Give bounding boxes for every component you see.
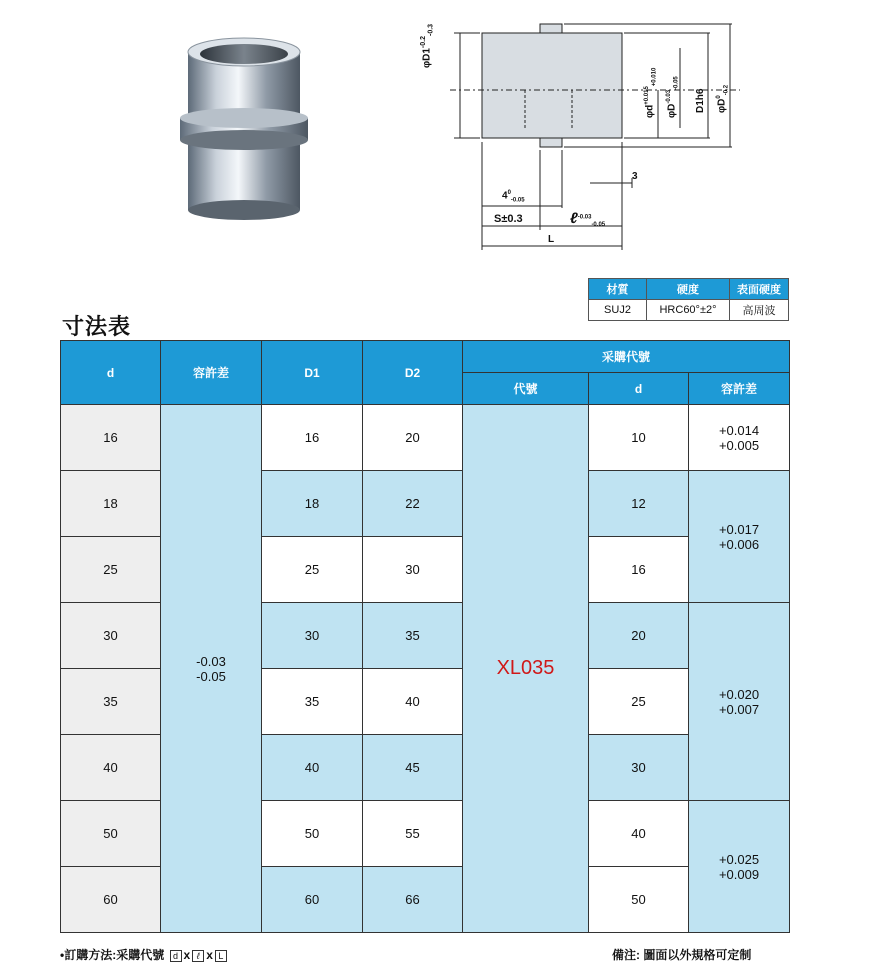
dim-4-label: $4^0_{-0.05}$ <box>502 190 525 204</box>
header-d: d <box>61 341 161 405</box>
cell-d2: 20 <box>363 405 463 471</box>
hardness-header: 硬度 <box>647 279 730 300</box>
cell-d1: 30 <box>262 603 363 669</box>
material-value: SUJ2 <box>589 300 647 321</box>
cell-purchase-d: 20 <box>589 603 689 669</box>
dim-l-label: ℓ$^{-0.03}_{-0.05}$ <box>570 210 606 229</box>
hardness-value: HRC60°±2° <box>647 300 730 321</box>
dim-3-label: 3 <box>632 171 638 182</box>
order-box-d: d <box>170 950 182 962</box>
D2-dim-label: $\varphi D^0_{-0.2}$ <box>716 84 730 113</box>
footer-note: 備注: 圖面以外規格可定制 <box>612 948 752 962</box>
cell-purchase-tolerance: +0.014 +0.005 <box>689 405 790 471</box>
cell-code: XL035 <box>463 405 589 933</box>
cell-d2: 55 <box>363 801 463 867</box>
cell-d1: 25 <box>262 537 363 603</box>
D1h6-dim-label: D1h6 <box>695 88 706 113</box>
dim-L-label: L <box>548 234 555 245</box>
cell-purchase-d: 40 <box>589 801 689 867</box>
D-dim-label: $\varphi D^{-0.03}_{-0.05}$ <box>666 76 680 118</box>
cell-d: 30 <box>61 603 161 669</box>
cell-purchase-d: 16 <box>589 537 689 603</box>
cell-purchase-tolerance: +0.020 +0.007 <box>689 603 790 801</box>
cell-purchase-d: 12 <box>589 471 689 537</box>
bushing-photo <box>170 30 330 220</box>
cell-d: 18 <box>61 471 161 537</box>
cell-d1: 40 <box>262 735 363 801</box>
cell-d: 50 <box>61 801 161 867</box>
cell-d: 16 <box>61 405 161 471</box>
header-d2: D2 <box>363 341 463 405</box>
cell-purchase-tolerance: +0.025 +0.009 <box>689 801 790 933</box>
cell-purchase-d: 10 <box>589 405 689 471</box>
cell-tolerance: -0.03 -0.05 <box>161 405 262 933</box>
cell-d2: 35 <box>363 603 463 669</box>
cell-d: 40 <box>61 735 161 801</box>
cell-d: 35 <box>61 669 161 735</box>
cell-d2: 40 <box>363 669 463 735</box>
cell-d: 25 <box>61 537 161 603</box>
dim-s-label: S±0.3 <box>494 213 523 225</box>
surface-hardness-value: 高周波 <box>730 300 789 321</box>
material-header: 材質 <box>589 279 647 300</box>
cell-d: 60 <box>61 867 161 933</box>
cell-d1: 60 <box>262 867 363 933</box>
dimension-table <box>60 340 790 933</box>
cell-d1: 16 <box>262 405 363 471</box>
header-purchase-d: d <box>589 373 689 405</box>
technical-drawing <box>420 18 750 258</box>
d-dim-label: $\varphi d^{+0.015}_{+0.010}$ <box>644 67 658 118</box>
cell-d2: 30 <box>363 537 463 603</box>
header-tolerance: 容許差 <box>161 341 262 405</box>
cell-d2: 22 <box>363 471 463 537</box>
header-code: 代號 <box>463 373 589 405</box>
order-box-l: ℓ <box>192 950 204 962</box>
d1-dim-label: $\varphi D1^{-0.2}_{-0.3}$ <box>420 23 435 68</box>
table-row <box>61 405 790 471</box>
cell-purchase-d: 30 <box>589 735 689 801</box>
cell-purchase-d: 25 <box>589 669 689 735</box>
material-table <box>588 278 789 321</box>
cell-d2: 66 <box>363 867 463 933</box>
cell-d2: 45 <box>363 735 463 801</box>
table-title: 寸法表 <box>62 314 132 339</box>
order-method: •訂購方法:采購代號 d x ℓ x L <box>60 946 229 963</box>
cell-purchase-d: 50 <box>589 867 689 933</box>
surface-hardness-header: 表面硬度 <box>730 279 789 300</box>
header-purchase-code: 采購代號 <box>463 341 790 373</box>
header-d1: D1 <box>262 341 363 405</box>
cell-d1: 18 <box>262 471 363 537</box>
cell-d1: 50 <box>262 801 363 867</box>
cell-d1: 35 <box>262 669 363 735</box>
cell-purchase-tolerance: +0.017 +0.006 <box>689 471 790 603</box>
order-box-L: L <box>215 950 227 962</box>
header-purchase-tolerance: 容許差 <box>689 373 790 405</box>
